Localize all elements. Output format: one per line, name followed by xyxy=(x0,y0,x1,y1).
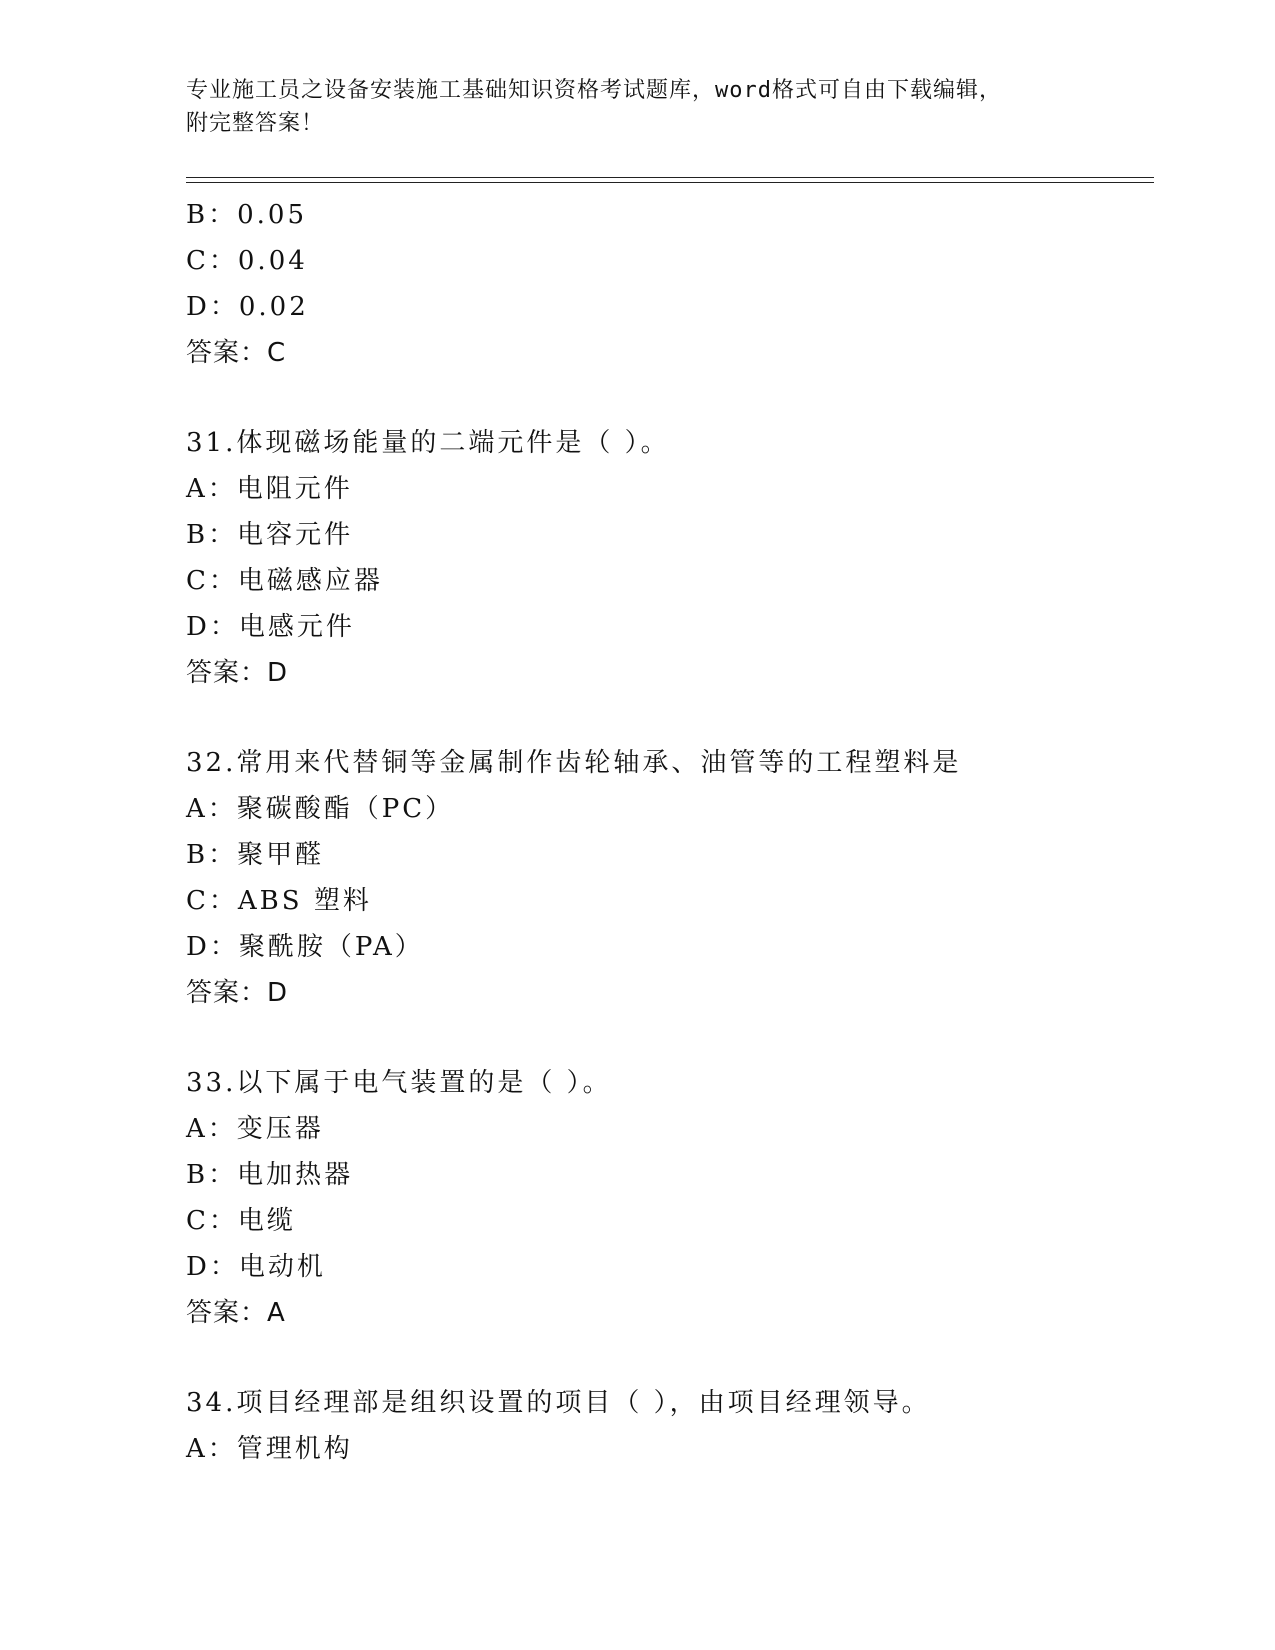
header-line-2: 附完整答案！ xyxy=(186,111,325,136)
option-b: B：电加热器 xyxy=(186,1160,354,1190)
header-rule-bottom xyxy=(186,182,1154,183)
option-d: D：0.02 xyxy=(186,292,309,322)
answer: 答案：A xyxy=(186,1298,286,1328)
question-31 xyxy=(186,420,1154,696)
spacer xyxy=(186,376,1154,420)
document-header xyxy=(186,74,1086,140)
option-c: C：0.04 xyxy=(186,246,308,276)
option-d: D：聚酰胺（PA） xyxy=(186,932,424,962)
spacer xyxy=(186,696,1154,740)
option-b: B：聚甲醛 xyxy=(186,840,325,870)
question-list xyxy=(186,192,1154,1472)
answer: 答案：D xyxy=(186,978,289,1008)
option-a: A：电阻元件 xyxy=(186,474,353,504)
spacer xyxy=(186,1336,1154,1380)
answer: 答案：C xyxy=(186,338,287,368)
question-32 xyxy=(186,740,1154,1016)
option-d: D：电动机 xyxy=(186,1252,326,1282)
spacer xyxy=(186,1016,1154,1060)
question-stem: 33.以下属于电气装置的是（ ）。 xyxy=(186,1068,612,1098)
option-c: C：电缆 xyxy=(186,1206,296,1236)
option-b: B：0.05 xyxy=(186,200,307,230)
option-d: D：电感元件 xyxy=(186,612,355,642)
option-b: B：电容元件 xyxy=(186,520,354,550)
question-33 xyxy=(186,1060,1154,1336)
option-c: C：电磁感应器 xyxy=(186,566,383,596)
question-stem: 31.体现磁场能量的二端元件是（ ）。 xyxy=(186,428,670,458)
question-stem: 34.项目经理部是组织设置的项目（ ），由项目经理领导。 xyxy=(186,1388,931,1418)
header-rule-top xyxy=(186,177,1154,178)
option-c: C：ABS 塑料 xyxy=(186,886,372,916)
option-a: A：变压器 xyxy=(186,1114,324,1144)
question-34 xyxy=(186,1380,1154,1472)
answer: 答案：D xyxy=(186,658,289,688)
question-stem: 32.常用来代替铜等金属制作齿轮轴承、油管等的工程塑料是 xyxy=(186,748,962,778)
header-line-1: 专业施工员之设备安装施工基础知识资格考试题库，word格式可自由下载编辑， xyxy=(186,78,1002,103)
option-a: A：管理机构 xyxy=(186,1434,353,1464)
question-30-continuation xyxy=(186,192,1154,376)
option-a: A：聚碳酸酯（PC） xyxy=(186,794,455,824)
